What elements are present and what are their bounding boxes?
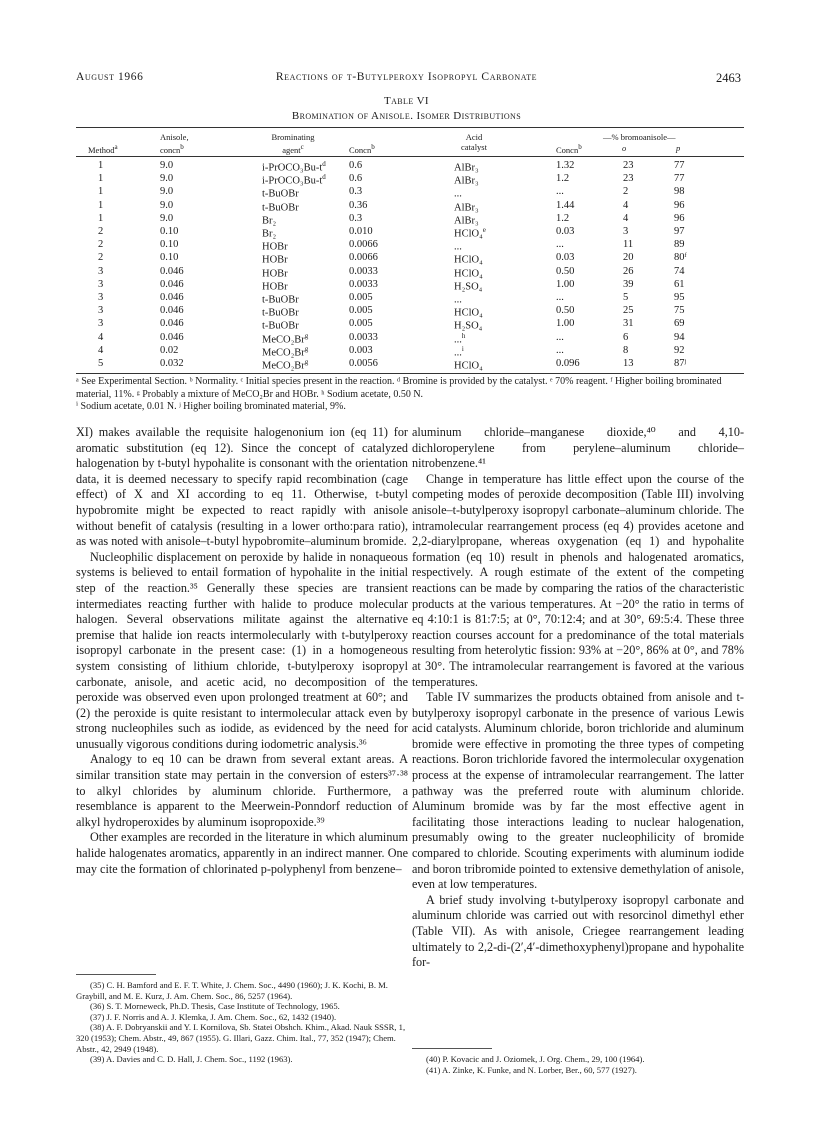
cell-ortho: 2 (623, 186, 629, 198)
cell-agent-concn: 0.0056 (349, 358, 378, 369)
cell-agent-concn: 0.0033 (349, 278, 378, 290)
cell-method: 3 (98, 318, 104, 330)
cell-acid-concn: ... (556, 239, 564, 251)
cell-agent-concn: 0.005 (349, 318, 373, 330)
cell-anisole-concn: 9.0 (160, 199, 174, 211)
cell-para: 69 (674, 318, 685, 330)
cell-acid: AlBr₃ (454, 202, 479, 214)
cell-anisole-concn: 0.10 (160, 239, 179, 251)
cell-acid: AlBr₃ (454, 175, 479, 187)
cell-method: 3 (98, 292, 104, 303)
cell-acid: H₂SO₄ (454, 281, 483, 293)
cell-ortho: 4 (623, 212, 629, 224)
cell-agent: HOBr (262, 254, 288, 266)
cell-acid: AlBr₃ (454, 215, 479, 227)
paragraph: Analogy to eq 10 can be drawn from several extant areas. A similar transition state may pertain in the conversion of esters³⁷·³⁸ to alkyl chlorides by aluminum chloride. Furthermore, a resemblance is apparent to the Meerwein-Ponndorf reduction of alkyl hydroperoxides by aluminum isopropoxide.³⁹ (76, 752, 408, 829)
cell-agent: $i-PrOCO_3Bu-t^d$ (262, 160, 326, 174)
page-number: 2463 (716, 71, 741, 85)
cell-acid: ... (454, 294, 462, 306)
cell-method: 1 (98, 199, 104, 211)
footnote-rule (412, 1048, 492, 1049)
cell-para: 97 (674, 226, 685, 237)
reference-38: (38) A. F. Dobryanskii and Y. I. Kornilova, Sb. Statei Obshch. Khim., Akad. Nauk SSSR, 1, 320 (1953); Chem. Abstr., 49, 867 (1955). G. Illari, Gazz. Chim. Ital., 77, 352 (1947); Chem. Abstr., 42, 2949 (1948). (76, 1022, 406, 1054)
footnote-rule (76, 974, 156, 975)
cell-method: 1 (98, 160, 104, 171)
cell-agent: t-BuOBr (262, 307, 299, 319)
cell-ortho: 25 (623, 305, 634, 317)
cell-agent-concn: 0.3 (349, 186, 363, 198)
cell-para: 77 (674, 160, 685, 171)
cell-method: 3 (98, 305, 104, 317)
col-bromoanisole: —% bromoanisole— (603, 132, 676, 142)
cell-agent: t-BuOBr (262, 188, 299, 200)
cell-agent: MeCO₂Br$^g$ (262, 331, 309, 346)
col-method: Method$^a$ (88, 143, 118, 155)
cell-para: 87ʲ (674, 358, 687, 369)
cell-agent: t-BuOBr (262, 320, 299, 332)
cell-agent-concn: 0.005 (349, 305, 373, 317)
cell-agent-concn: 0.36 (349, 199, 368, 211)
cell-acid-concn: ... (556, 186, 564, 198)
cell-agent: $i-PrOCO_3Bu-t^d$ (262, 173, 326, 187)
cell-para: 98 (674, 186, 685, 198)
cell-anisole-concn: 0.032 (160, 358, 184, 369)
cell-method: 4 (98, 331, 104, 343)
cell-anisole-concn: 0.046 (160, 292, 184, 303)
cell-agent: HOBr (262, 281, 288, 293)
cell-ortho: 26 (623, 265, 634, 277)
left-column (76, 425, 408, 877)
cell-para: 92 (674, 344, 685, 356)
cell-ortho: 13 (623, 358, 634, 369)
cell-para: 89 (674, 239, 685, 251)
table-footnote: ᵃ See Experimental Section. ᵇ Normality. ᶜ Initial species present in the reaction. ᵈ Bromine is provided by the catalyst. ᵉ 70% reagent. ᶠ Higher boiling brominated material, 11%. ᵍ Probably a mixture of MeCO₂Br and HOBr. ʰ Sodium acetate, 0.50 N. (76, 376, 722, 400)
cell-agent-concn: 0.003 (349, 344, 373, 356)
cell-agent-concn: 0.0066 (349, 239, 378, 251)
cell-acid: HClO₄$^e$ (454, 226, 486, 240)
cell-anisole-concn: 0.02 (160, 344, 179, 356)
right-references (412, 1054, 744, 1075)
cell-agent: HOBr (262, 268, 288, 280)
cell-agent-concn: 0.010 (349, 226, 373, 237)
cell-acid-concn: 1.32 (556, 160, 575, 171)
cell-anisole-concn: 9.0 (160, 212, 174, 224)
cell-anisole-concn: 0.046 (160, 318, 184, 330)
cell-anisole-concn: 0.10 (160, 226, 179, 237)
cell-acid-concn: 0.03 (556, 252, 575, 264)
cell-anisole-concn: 9.0 (160, 173, 174, 185)
cell-para: 96 (674, 212, 685, 224)
reference-35: (35) C. H. Bamford and E. F. T. White, J. Chem. Soc., 4490 (1960); J. K. Kochi, B. M. Graybill, and M. E. Kurz, J. Am. Chem. Soc., 86, 5257 (1964). (76, 980, 388, 1001)
cell-anisole-concn: 0.046 (160, 331, 184, 343)
cell-method: 1 (98, 212, 104, 224)
running-header-title: Reactions of t-Butylperoxy Isopropyl Carbonate (275, 71, 538, 83)
cell-para: 61 (674, 278, 685, 290)
left-references (76, 980, 408, 1065)
cell-acid-concn: 1.00 (556, 318, 575, 330)
cell-agent-concn: 0.6 (349, 173, 363, 185)
cell-ortho: 23 (623, 173, 634, 185)
col-ortho: o (622, 143, 627, 153)
reference-39: (39) A. Davies and C. D. Hall, J. Chem. Soc., 1192 (1963). (90, 1054, 293, 1065)
right-column (412, 425, 744, 971)
cell-method: 2 (98, 252, 104, 264)
cell-para: 96 (674, 199, 685, 211)
cell-agent: MeCO₂Br$^g$ (262, 344, 309, 359)
col-concn-agent: Concn$^b$ (349, 143, 375, 155)
paragraph: Change in temperature has little effect upon the course of the competing modes of peroxide decomposition (Table III) involving anisole–t-butylperoxy isopropyl carbonate–aluminum chloride. The intramolecular rearrangement process (eq 4) provides acetone and 2,2-diarylpropane, whereas oxygenation (eq 1) and hypohalite formation (eq 10) result in phenols and halogenated aromatics, respectively. A rough estimate of the extent of the competing reactions can be made by comparing the ratios of the characteristic products at the various temperatures. At −20° the ratio in terms of eq 4:10:1 is 81:7:5; at 0°, 70:12:4; and at 30°, 69:5:4. These three reaction courses account for a predominance of the total materials resulting from heterolytic fission: 93% at −20°, 86% at 0°, and 78% at 30°. The intramolecular rearrangement is favored at the various temperatures. (412, 471, 744, 689)
cell-acid: H₂SO₄ (454, 320, 483, 332)
cell-acid: ... (454, 188, 462, 200)
cell-ortho: 3 (623, 226, 629, 237)
cell-acid: ...$^h$ (454, 331, 466, 346)
table-label: Table VI (384, 95, 429, 107)
col-para: p (676, 143, 681, 153)
col-acid: Acid catalyst (461, 132, 487, 152)
paragraph: Other examples are recorded in the literature in which aluminum halide halogenates aromatics, apparently in an indirect manner. One may cite the formation of chlorinated p-polyphenyl from benzene– (76, 830, 408, 876)
cell-agent-concn: 0.6 (349, 160, 363, 171)
cell-agent-concn: 0.0033 (349, 265, 378, 277)
cell-acid-concn: 0.50 (556, 305, 575, 317)
paragraph: Table IV summarizes the products obtained from anisole and t-butylperoxy isopropyl carbonate in the presence of various Lewis acid catalysts. Aluminum chloride, boron trichloride and aluminum bromide were effective in promoting the three types of competing reactions. Boron trichloride favored the intermolecular oxygenation process at the expense of intramolecular rearrangement. The latter pathway was the preferred route with aluminum chloride. Aluminum bromide was by far the most effective agent in facilitating those interactions leading to nuclear halogenation, presumably owing to the greater nucleophilicity of bromide compared to chloride. Scouting experiments with aluminum iodide and boron tribromide pointed to extensive demethylation of anisole, even at low temperatures. (412, 690, 744, 892)
cell-acid-concn: 1.44 (556, 199, 575, 211)
cell-ortho: 8 (623, 344, 629, 356)
reference-41: (41) A. Zinke, K. Funke, and N. Lorber, Ber., 60, 577 (1927). (426, 1064, 637, 1075)
cell-para: 75 (674, 305, 685, 317)
cell-method: 2 (98, 226, 104, 237)
cell-anisole-concn: 9.0 (160, 186, 174, 198)
cell-method: 1 (98, 173, 104, 185)
paragraph: aluminum chloride–manganese dioxide,⁴⁰ and 4,10-dichloroperylene from perylene–aluminum chloride–nitrobenzene.⁴¹ (412, 425, 744, 471)
reference-37: (37) J. F. Norris and A. J. Klemka, J. Am. Chem. Soc., 62, 1432 (1940). (90, 1011, 337, 1022)
cell-anisole-concn: 0.046 (160, 265, 184, 277)
table-title: Bromination of Anisole. Isomer Distributions (291, 110, 522, 122)
col-concn-acid: Concn$^b$ (556, 143, 582, 155)
table-bottom-rule (76, 373, 744, 374)
paragraph: A brief study involving t-butylperoxy isopropyl carbonate and aluminum chloride was carried out with resorcinol dimethyl ether (Table VII). As with anisole, Criegee rearrangement leading ultimately to 2,2-di-(2′,4′-dimethoxyphenyl)propane and hypohalite for- (412, 892, 744, 970)
cell-anisole-concn: 9.0 (160, 160, 174, 171)
cell-para: 95 (674, 292, 685, 303)
cell-acid-concn: 1.00 (556, 278, 575, 290)
cell-method: 2 (98, 239, 104, 251)
cell-para: 77 (674, 173, 685, 185)
paragraph: Nucleophilic displacement on peroxide by halide in nonaqueous systems is believed to entail formation of hypohalite in the initial step of the reaction.³⁵ Generally these species are transient intermediates reacting further with halide to produce molecular halogen. Several observations militate against the alternative premise that halide ion reacts intermolecularly with t-butylperoxy isopropyl carbonate in the present case: (1) in a homogeneous system consisting of lithium chloride, t-butylperoxy isopropyl carbonate, anisole, and acetic acid, no decomposition of the peroxide was observed even upon prolonged treatment at 60°; and (2) the peroxide is quite resistant to intermolecular attack even by strong nucleophiles such as iodide, as evidenced by the need for unusually vigorous conditions during iodometric analysis.³⁶ (76, 549, 408, 751)
cell-method: 3 (98, 278, 104, 290)
cell-agent: t-BuOBr (262, 294, 299, 306)
cell-agent-concn: 0.0033 (349, 331, 378, 343)
cell-agent-concn: 0.0066 (349, 252, 378, 264)
cell-acid-concn: ... (556, 331, 564, 343)
cell-agent: MeCO₂Br$^g$ (262, 358, 309, 372)
cell-para: 74 (674, 265, 685, 277)
table-top-rule (76, 127, 744, 128)
col-agent: Brominating agent$^c$ (271, 132, 315, 155)
cell-agent-concn: 0.3 (349, 212, 363, 224)
running-header-date: August 1966 (76, 71, 144, 83)
table-header-rule (76, 156, 744, 157)
reference-40: (40) P. Kovacic and J. Oziomek, J. Org. Chem., 29, 100 (1964). (426, 1054, 645, 1064)
cell-para: 80ᶠ (674, 252, 687, 264)
cell-anisole-concn: 0.046 (160, 305, 184, 317)
reference-36: (36) S. T. Morneweck, Ph.D. Thesis, Case Institute of Technology, 1965. (90, 1001, 340, 1012)
cell-ortho: 6 (623, 331, 629, 343)
cell-agent: Br₂ (262, 215, 277, 227)
cell-anisole-concn: 0.046 (160, 278, 184, 290)
cell-acid-concn: 1.2 (556, 173, 570, 185)
table-footnote: ⁱ Sodium acetate, 0.01 N. ʲ Higher boiling brominated material, 9%. (76, 401, 346, 412)
cell-acid: HClO₄ (454, 268, 483, 280)
cell-ortho: 39 (623, 278, 634, 290)
cell-agent: t-BuOBr (262, 202, 299, 214)
cell-para: 94 (674, 331, 685, 343)
cell-agent: Br₂ (262, 228, 277, 240)
cell-ortho: 20 (623, 252, 634, 264)
cell-acid: ... (454, 241, 462, 253)
cell-ortho: 31 (623, 318, 634, 330)
cell-acid: HClO₄ (454, 254, 483, 266)
cell-method: 1 (98, 186, 104, 198)
cell-acid-concn: ... (556, 344, 564, 356)
cell-method: 5 (98, 358, 104, 369)
cell-acid: HClO₄ (454, 307, 483, 319)
cell-ortho: 11 (623, 239, 634, 251)
cell-method: 4 (98, 344, 104, 356)
cell-acid-concn: 1.2 (556, 212, 570, 224)
cell-ortho: 5 (623, 292, 629, 303)
cell-acid: HClO₄ (454, 360, 483, 372)
cell-agent-concn: 0.005 (349, 292, 373, 303)
cell-acid: ...$^i$ (454, 344, 464, 359)
cell-acid: AlBr₃ (454, 162, 479, 174)
cell-method: 3 (98, 265, 104, 277)
cell-anisole-concn: 0.10 (160, 252, 179, 264)
cell-acid-concn: ... (556, 292, 564, 303)
cell-ortho: 4 (623, 199, 629, 211)
cell-ortho: 23 (623, 160, 634, 171)
cell-acid-concn: 0.50 (556, 265, 575, 277)
cell-acid-concn: 0.03 (556, 226, 575, 237)
paragraph: XI) makes available the requisite halogenonium ion (eq 11) for aromatic substitution (eq 12). Since the concept of catalyzed halogenation by t-butyl hypohalite is consonant with the orientation data, it is deemed necessary to specify rapid recombination (cage effect) of X and XI according to eq 11. Otherwise, t-butyl hypobromite might be expected to react rapidly with anisole without benefit of catalysis (resulting in a lower ortho:para ratio), as was noted with anisole–t-butyl hypobromite–aluminum bromide. (76, 425, 408, 549)
col-anisole: Anisole, concn$^b$ (160, 132, 189, 155)
cell-acid-concn: 0.096 (556, 358, 580, 369)
cell-agent: HOBr (262, 241, 288, 253)
